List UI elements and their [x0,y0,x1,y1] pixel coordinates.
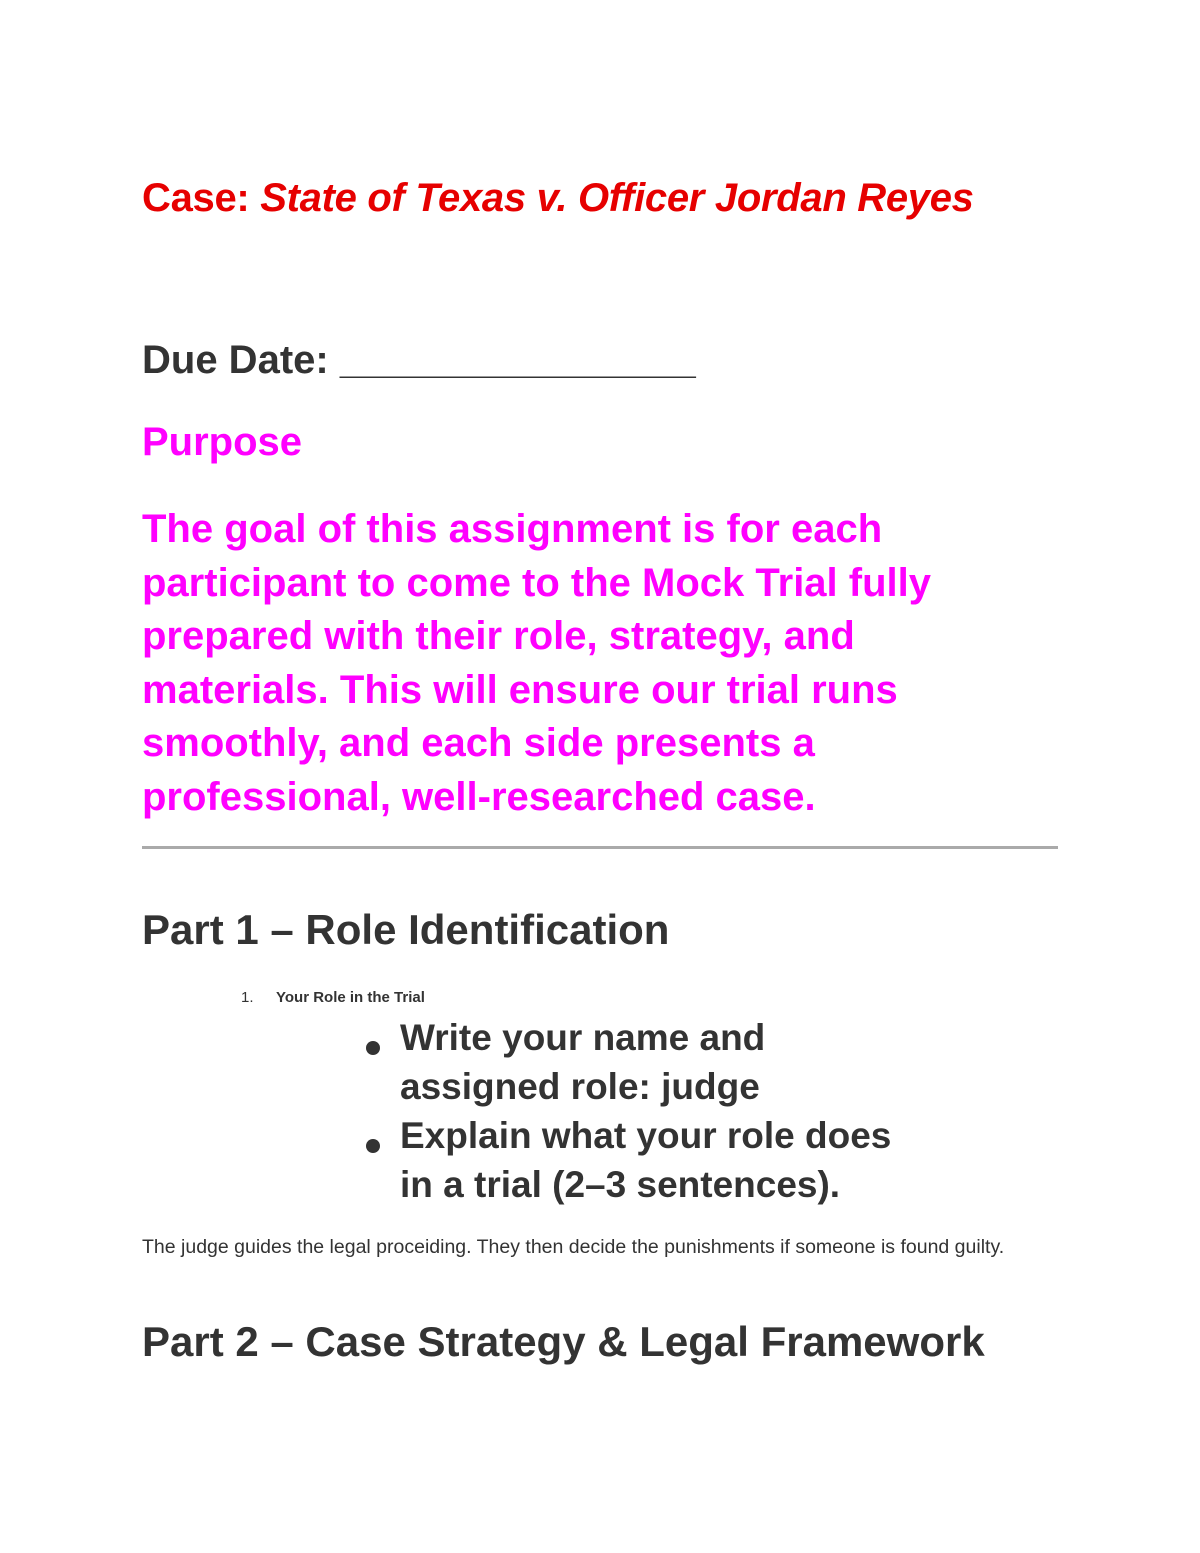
purpose-line: smoothly, and each side presents a [142,721,815,765]
answer-paragraph: The judge guides the legal proceiding. They then decide the punishments if someone is found guilty. [142,1236,1005,1258]
case-title [142,176,974,221]
purpose-line: materials. This will ensure our trial runs [142,667,898,712]
bullet-item [364,1013,964,1111]
part2-heading: Part 2 – Case Strategy & Legal Framework [142,1318,985,1365]
bullet-dot-icon [366,1139,380,1153]
bullet-line: Explain what your role does [400,1115,892,1156]
purpose-line: The goal of this assignment is for each [142,507,883,551]
bullet-item [364,1111,964,1209]
case-name: State of Texas v. Officer Jordan Reyes [260,176,974,220]
bullet-line: Write your name and [400,1017,766,1058]
list-item-label: Your Role in the Trial [276,989,425,1006]
purpose-heading: Purpose [142,420,303,464]
purpose-line: prepared with their role, strategy, and [142,614,855,658]
bullet-line: assigned role: judge [400,1066,760,1107]
numbered-list-item [241,989,425,1006]
case-label: Case: [142,176,261,220]
part1-heading: Part 1 – Role Identification [142,906,670,953]
horizontal-divider [142,846,1058,849]
bullet-list [364,1013,964,1209]
list-number: 1. [241,989,254,1006]
purpose-line: participant to come to the Mock Trial fully [142,560,932,605]
purpose-line: professional, well-researched case. [142,774,816,819]
due-date-line: Due Date: ________________ [142,338,696,382]
bullet-dot-icon [366,1041,380,1055]
bullet-line: in a trial (2–3 sentences). [400,1164,841,1205]
purpose-paragraph [142,503,1042,824]
